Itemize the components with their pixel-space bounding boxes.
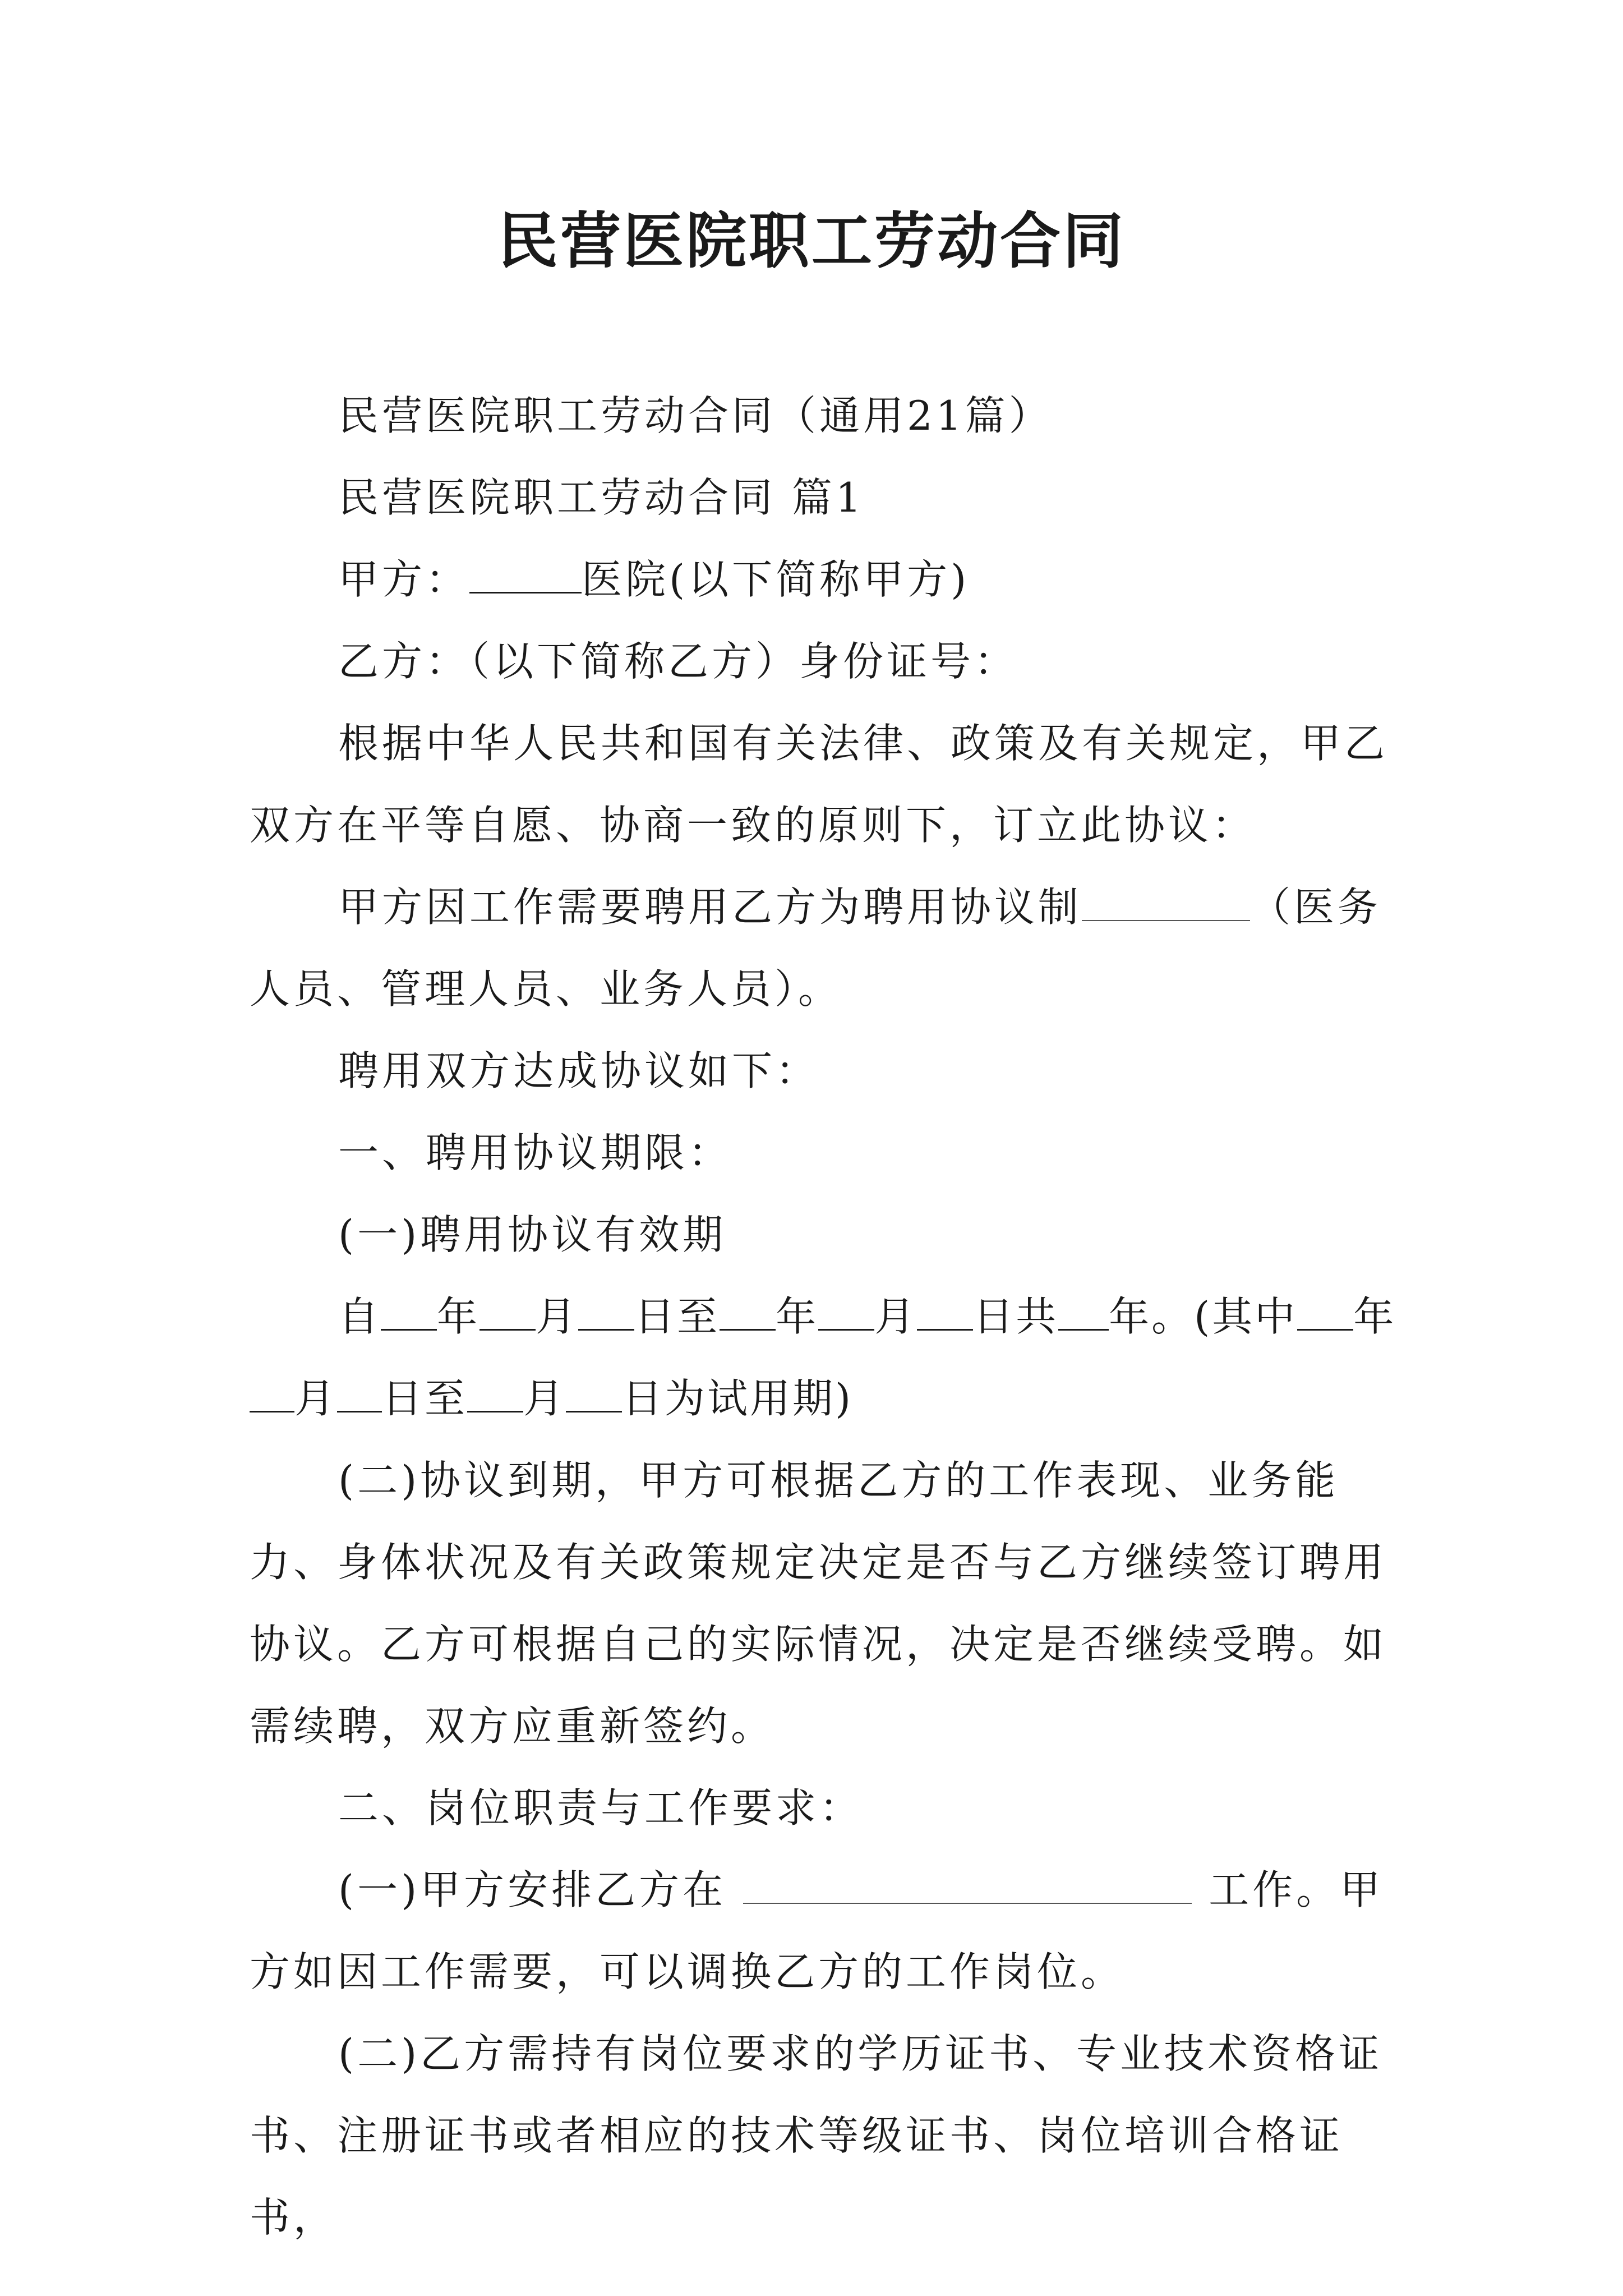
clause1-2-paragraph: (二)协议到期，甲方可根据乙方的工作表现、业务能力、身体状况及有关政策规定决定是否与乙方继续签订聘用协议。乙方可根据自己的实际情况，决定是否继续受聘。如需续聘，双方应重新签约。 (250, 1457, 1387, 1750)
probation-month-blank (250, 1377, 294, 1412)
work-location-blank (743, 1869, 1192, 1904)
party-b-paragraph: 乙方：（以下简称乙方）身份证号： (338, 638, 1018, 685)
period-end-month-label: 月 (874, 1293, 917, 1340)
document-body (250, 375, 1399, 2258)
party-a-paragraph (250, 539, 1399, 620)
agreement-intro-paragraph: 聘用双方达成协议如下： (338, 1047, 820, 1094)
hire-position-blank (1082, 886, 1250, 921)
clause1-1-heading: (一)聘用协议有效期 (338, 1211, 727, 1258)
period-end-year-label: 年 (776, 1293, 819, 1340)
clause1-heading: 一、聘用协议期限： (338, 1129, 732, 1176)
probation-month-label: 月 (294, 1375, 338, 1422)
end-month-blank (818, 1295, 874, 1331)
party-a-name-blank (469, 558, 582, 593)
party-a-suffix: 医院(以下简称甲方) (582, 556, 970, 603)
subtitle-paragraph: 民营医院职工劳动合同（通用21篇） (338, 392, 1053, 439)
period-year-label: 年 (437, 1293, 480, 1340)
clause2-1-suffix: 工作。甲方如因工作需要，可以调换乙方的工作岗位。 (250, 1866, 1384, 1995)
period-total-label: 日共 (973, 1293, 1059, 1340)
hire-suffix: （医务人员、管理人员、业务人员）。 (250, 884, 1382, 1013)
probation-to-label: 日至 (382, 1375, 468, 1422)
clause2-2-paragraph: (二)乙方需持有岗位要求的学历证书、专业技术资格证书、注册证书或者相应的技术等级证书、岗位培训合格证书， (250, 2030, 1383, 2241)
probation-end-month-blank (467, 1377, 523, 1412)
probation-end-day-blank (566, 1377, 622, 1412)
probation-prefix: (其中 (1194, 1293, 1298, 1340)
probation-end-month-label: 月 (523, 1375, 566, 1422)
clause2-1-prefix: (一)甲方安排乙方在 (338, 1866, 727, 1913)
hire-prefix: 甲方因工作需要聘用乙方为聘用协议制 (338, 884, 1082, 931)
start-year-blank (381, 1295, 437, 1331)
total-years-blank (1058, 1295, 1109, 1331)
section-heading: 民营医院职工劳动合同 篇1 (338, 474, 865, 521)
party-a-prefix: 甲方： (338, 556, 470, 603)
clause2-heading: 二、岗位职责与工作要求： (338, 1784, 864, 1832)
end-day-blank (917, 1295, 973, 1331)
period-month-label: 月 (536, 1293, 579, 1340)
probation-year-blank (1297, 1295, 1353, 1331)
document-title: 民营医院职工劳动合同 (497, 206, 1126, 277)
clause2-1-paragraph (250, 1849, 1399, 2013)
start-month-blank (479, 1295, 536, 1331)
hire-paragraph (250, 866, 1399, 1030)
probation-year-label: 年 (1353, 1293, 1396, 1340)
start-day-blank (578, 1295, 634, 1331)
period-from-label: 自 (338, 1293, 381, 1340)
period-paragraph (250, 1276, 1399, 1439)
period-to-label: 日至 (634, 1293, 720, 1340)
probation-suffix: 日为试用期) (622, 1375, 854, 1422)
end-year-blank (720, 1295, 776, 1331)
probation-day-blank (337, 1377, 382, 1412)
period-years-label: 年。 (1109, 1293, 1195, 1340)
preamble-paragraph: 根据中华人民共和国有关法律、政策及有关规定，甲乙双方在平等自愿、协商一致的原则下，订立此协议： (250, 720, 1389, 849)
